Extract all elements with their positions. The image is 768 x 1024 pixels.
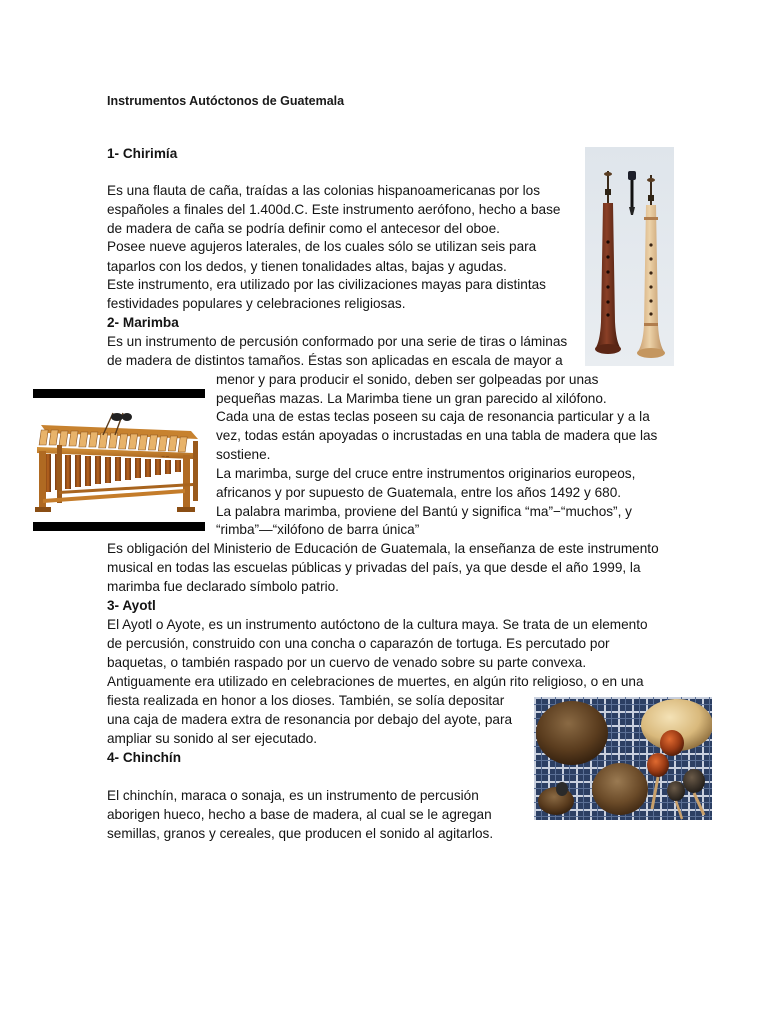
marimba-line-10: La palabra marimba, proviene del Bantú y significa “ma”−“muchos”, y bbox=[216, 504, 632, 519]
chirimia-line-2: españoles a finales del 1.400d.C. Este instrumento aerófono, hecho a base bbox=[107, 202, 561, 217]
marimba-line-3: menor y para producir el sonido, deben ser golpeadas por unas bbox=[216, 372, 599, 387]
ayotl-line-7: ampliar su sonido al ser ejecutado. bbox=[107, 731, 318, 746]
svg-text:~~: ~~ bbox=[161, 454, 170, 460]
ayotl-line-1: El Ayotl o Ayote, es un instrumento autóctono de la cultura maya. Se trata de un elemento bbox=[107, 617, 648, 632]
marimba-line-8: La marimba, surge del cruce entre instrumentos originarios europeos, bbox=[216, 466, 636, 481]
chirimia-image bbox=[585, 147, 674, 366]
ayotl-line-3: baquetas, o también raspado por un cuervo de venado sobre su parte convexa. bbox=[107, 655, 587, 670]
marimba-line-1: Es un instrumento de percusión conformado por una serie de tiras o láminas bbox=[107, 334, 568, 349]
marimba-line-9: africanos y por supuesto de Guatemala, entre los años 1492 y 680. bbox=[216, 485, 622, 500]
chirimia-line-1: Es una flauta de caña, traídas a las colonias hispanoamericanas por los bbox=[107, 183, 540, 198]
heading-marimba: 2- Marimba bbox=[107, 315, 179, 330]
marimba-line-12: Es obligación del Ministerio de Educación de Guatemala, la enseñanza de este instrumento bbox=[107, 541, 659, 556]
marimba-line-11: “rimba”—“xilófono de barra única” bbox=[216, 522, 420, 537]
chirimia-line-6: Este instrumento, era utilizado por las civilizaciones mayas para distintas bbox=[107, 277, 546, 292]
ayotl-line-4: Antiguamente era utilizado en celebraciones de muertes, en algún rito religioso, o en una bbox=[107, 674, 644, 689]
marimba-line-7: sostiene. bbox=[216, 447, 271, 462]
chirimia-line-3: de madera de caña se podría definir como el antecesor del oboe. bbox=[107, 221, 500, 236]
chirimia-line-4: Posee nueve agujeros laterales, de los cuales sólo se utilizan seis para bbox=[107, 239, 537, 254]
ayotl-line-5: fiesta realizada en honor a los dioses. También, se solía depositar bbox=[107, 693, 505, 708]
heading-chirimia: 1- Chirimía bbox=[107, 146, 178, 161]
chinchin-line-2: aborigen hueco, hecho a base de madera, al cual se le agregan bbox=[107, 807, 492, 822]
marimba-line-13: musical en todas las escuelas públicas y privadas del país, ya que desde el año 1999, la bbox=[107, 560, 641, 575]
marimba-line-5: Cada una de estas teclas poseen su caja de resonancia particular y a la bbox=[216, 409, 650, 424]
heading-ayotl: 3- Ayotl bbox=[107, 598, 156, 613]
heading-chinchin: 4- Chinchín bbox=[107, 750, 182, 765]
marimba-line-14: marimba fue declarado símbolo patrio. bbox=[107, 579, 339, 594]
marimba-line-6: vez, todas están apoyadas o incrustadas en una tabla de madera que las bbox=[216, 428, 658, 443]
marimba-line-4: pequeñas mazas. La Marimba tiene un gran parecido al xilófono. bbox=[216, 391, 607, 406]
chinchin-line-1: El chinchín, maraca o sonaja, es un instrumento de percusión bbox=[107, 788, 479, 803]
marimba-top-bar bbox=[33, 389, 205, 398]
marimba-bottom-bar bbox=[33, 522, 205, 531]
chinchin-line-3: semillas, granos y cereales, que producen el sonido al agitarlos. bbox=[107, 826, 494, 841]
ayotl-line-2: de percusión, construido con una concha o caparazón de tortuga. Es percutado por bbox=[107, 636, 610, 651]
ayotl-chinchin-image bbox=[534, 697, 712, 820]
chirimia-line-5: taparlos con los dedos, y tienen tonalidades altas, bajas y agudas. bbox=[107, 259, 507, 274]
ayotl-chinchin-illustration bbox=[534, 697, 712, 820]
marimba-illustration bbox=[33, 403, 205, 515]
chirimia-line-7: festividades populares y celebraciones religiosas. bbox=[107, 296, 406, 311]
marimba-image bbox=[33, 389, 205, 531]
document-title: Instrumentos Autóctonos de Guatemala bbox=[107, 94, 345, 108]
ayotl-line-6: una caja de madera extra de resonancia por debajo del ayote, para bbox=[107, 712, 513, 727]
chirimia-illustration bbox=[585, 147, 674, 366]
marimba-line-2: de madera de distintos tamaños. Éstas son aplicadas en escala de mayor a bbox=[107, 353, 563, 368]
